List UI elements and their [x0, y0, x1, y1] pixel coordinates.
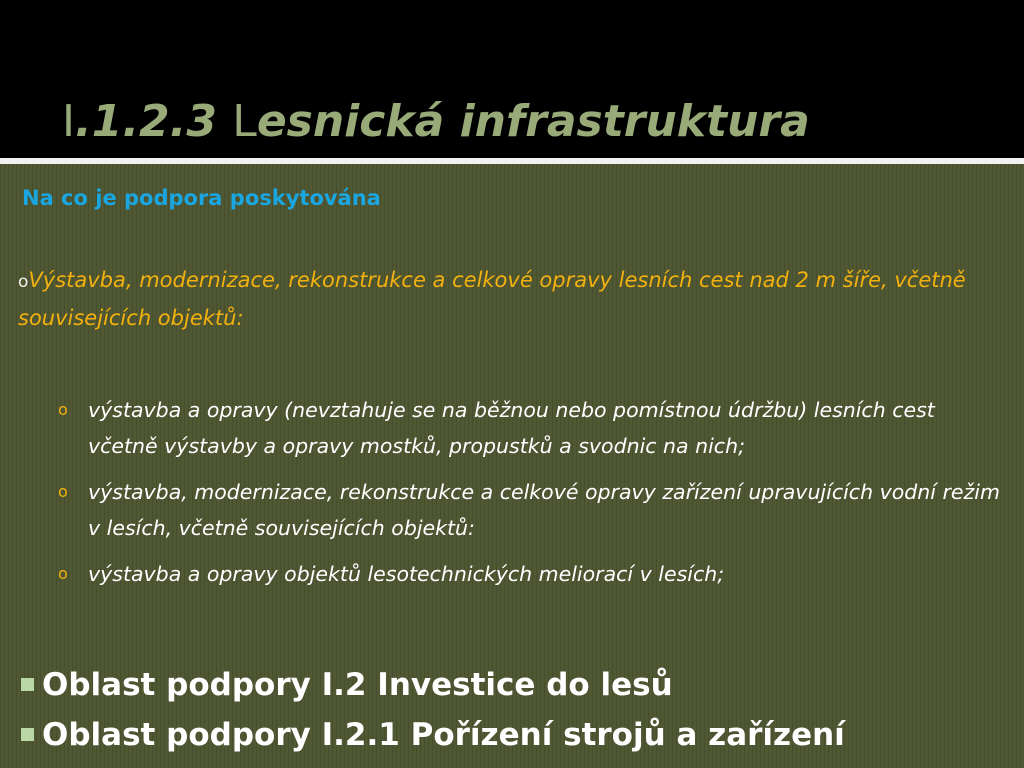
circle-bullet-icon: o: [58, 482, 68, 501]
list-item: [58, 556, 1008, 592]
square-bullet-icon: [21, 728, 34, 741]
main-list-item: [20, 660, 1010, 710]
list-item: [58, 392, 1008, 464]
list-item: [58, 474, 1008, 546]
main-list-item-text: Oblast podpory I.2.1 Pořízení strojů a zařízení: [42, 717, 845, 753]
lead-paragraph: [18, 262, 1008, 336]
title-band: [0, 0, 1024, 158]
circle-bullet-icon: o: [18, 272, 29, 292]
main-list-item-text: Oblast podpory I.2 Investice do lesů: [42, 667, 673, 703]
sub-bullet-list: [58, 392, 1008, 602]
content-area: [0, 164, 1024, 768]
list-item-text: výstavba a opravy (nevztahuje se na běžnou nebo pomístnou údržbu) lesních cest včetně výstavby a opravy mostků, propustků a svodnic na nich;: [88, 398, 935, 458]
main-bullet-list: [20, 660, 1010, 760]
title-initial: L: [232, 96, 257, 147]
main-list-item: [20, 710, 1010, 760]
slide-title: [62, 92, 810, 152]
title-rest: esnická infrastruktura: [256, 96, 810, 147]
list-item-text: výstavba a opravy objektů lesotechnických meliorací v lesích;: [88, 562, 725, 586]
title-prefix: I: [62, 96, 75, 147]
title-number: .1.2.3: [74, 96, 233, 147]
circle-bullet-icon: o: [58, 564, 68, 583]
section-subheading: Na co je podpora poskytována: [22, 186, 381, 210]
lead-text: Výstavba, modernizace, rekonstrukce a celkové opravy lesních cest nad 2 m šíře, včetně souvisejících objektů:: [18, 268, 966, 330]
list-item-text: výstavba, modernizace, rekonstrukce a celkové opravy zařízení upravujících vodní režim v lesích, včetně souvisejících objektů:: [88, 480, 1000, 540]
circle-bullet-icon: o: [58, 400, 68, 419]
square-bullet-icon: [21, 678, 34, 691]
